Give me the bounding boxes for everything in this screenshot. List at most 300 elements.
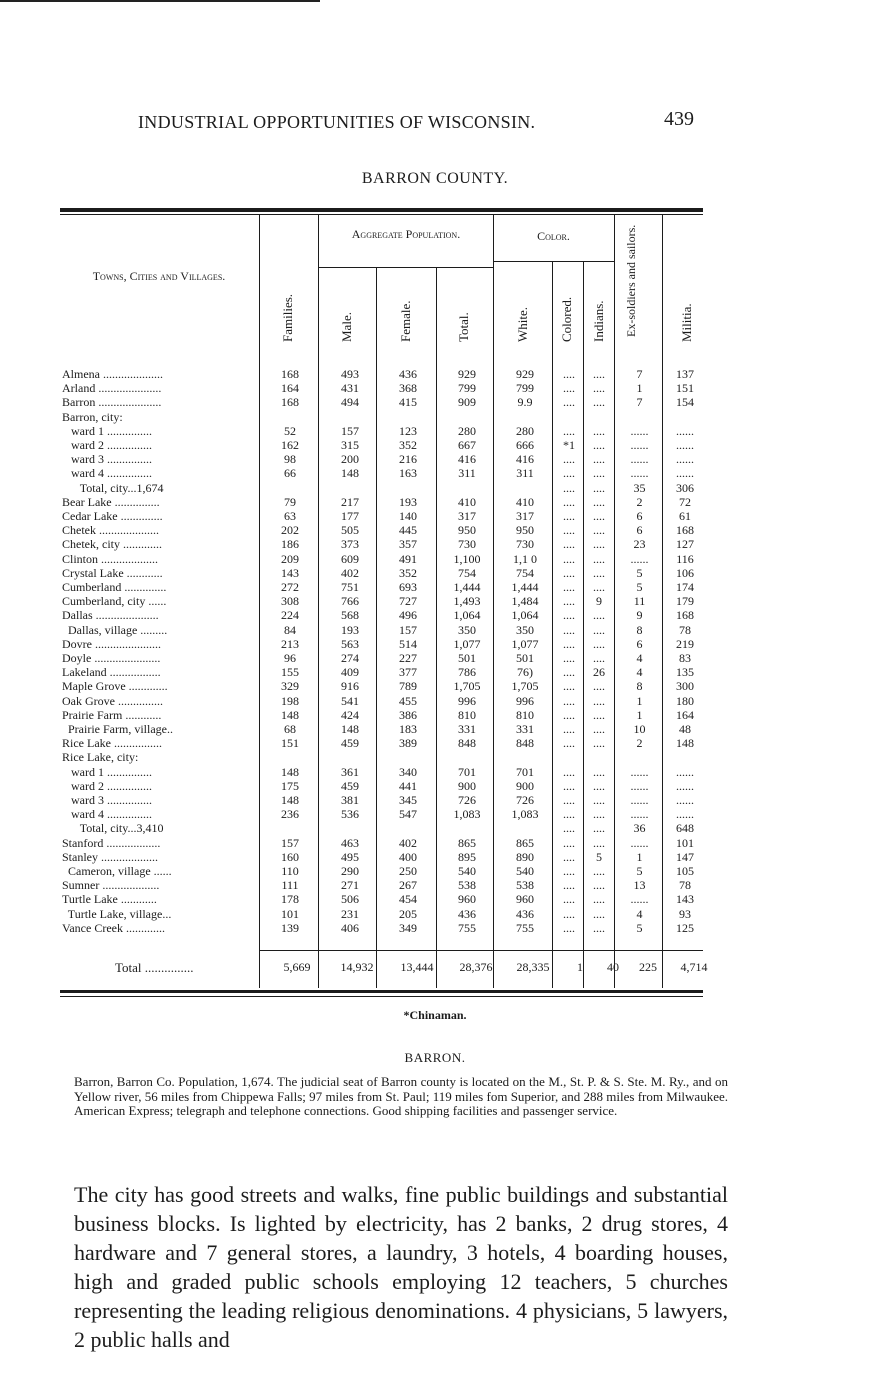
cell-white: 1,077 <box>511 636 539 651</box>
cell-total: 960 <box>458 892 476 907</box>
cell-female: 157 <box>399 622 417 637</box>
header-male: Male. <box>339 312 354 342</box>
cell-families: 84 <box>284 622 296 637</box>
row-name: Oak Grove ............... <box>62 693 163 708</box>
cell-families: 110 <box>281 864 299 878</box>
cell-female: 491 <box>399 551 417 566</box>
cell-families: 96 <box>284 651 296 665</box>
cell-white: 730 <box>516 537 534 552</box>
cell-female: 496 <box>399 608 417 623</box>
cell-exsoldiers: 2 <box>636 736 643 751</box>
cell-white: 996 <box>516 693 534 708</box>
row-name: Clinton ................... <box>62 551 159 566</box>
cell-indians: 9 <box>596 594 602 609</box>
cell-indians: .... <box>593 736 605 751</box>
cell-colored: .... <box>563 778 575 793</box>
cell-female: 183 <box>399 722 417 736</box>
cell-white: 317 <box>516 509 534 523</box>
cell-white: 1,064 <box>511 608 539 623</box>
header-white: White. <box>515 306 530 342</box>
cell-female: 377 <box>399 665 417 680</box>
cell-female: 340 <box>399 764 417 779</box>
total-families: 5,669 <box>283 960 311 974</box>
row-name: Vance Creek ............. <box>62 920 165 935</box>
cell-colored: .... <box>563 665 575 680</box>
table-row <box>0 553 870 565</box>
cell-male: 536 <box>341 807 359 822</box>
table-row <box>0 666 870 678</box>
cell-male: 459 <box>341 778 359 793</box>
cell-female: 123 <box>399 423 417 438</box>
row-name: Cumberland .............. <box>62 580 167 594</box>
cell-total: 317 <box>458 509 476 523</box>
cell-exsoldiers: 35 <box>633 480 646 495</box>
cell-female: 454 <box>399 892 417 907</box>
cell-militia: 93 <box>679 906 691 921</box>
cell-indians: .... <box>593 778 605 793</box>
cell-white: 799 <box>516 381 534 396</box>
table-row <box>0 908 870 920</box>
table-row <box>0 567 870 579</box>
cell-female: 352 <box>399 565 417 580</box>
cell-total: 950 <box>458 523 476 538</box>
cell-total: 865 <box>458 835 476 850</box>
cell-militia: 106 <box>676 565 694 580</box>
cell-female: 789 <box>399 679 417 694</box>
cell-militia: 48 <box>679 722 691 736</box>
cell-exsoldiers: ...... <box>630 778 649 793</box>
cell-female: 445 <box>399 523 417 538</box>
cell-male: 563 <box>341 636 359 651</box>
cell-militia: 143 <box>676 892 694 907</box>
cell-colored: .... <box>563 509 575 523</box>
cell-indians: 26 <box>593 665 605 680</box>
table-bottom-rule <box>60 990 703 993</box>
cell-families: 178 <box>281 892 299 907</box>
table-row <box>0 737 870 749</box>
cell-militia: 648 <box>676 821 694 836</box>
row-name: Total, city...3,410 <box>62 821 164 836</box>
cell-white: 865 <box>516 835 534 850</box>
cell-families: 148 <box>281 793 299 807</box>
cell-exsoldiers: 9 <box>636 608 643 623</box>
cell-families: 272 <box>281 580 299 594</box>
cell-exsoldiers: 4 <box>636 906 643 921</box>
cell-male: 424 <box>341 707 359 722</box>
footnote: *Chinaman. <box>403 1008 467 1022</box>
cell-total: 501 <box>458 651 476 665</box>
total-militia: 4,714 <box>680 960 708 974</box>
cell-male: 493 <box>341 367 359 381</box>
cell-female: 250 <box>399 864 417 878</box>
cell-male: 271 <box>341 878 359 893</box>
cell-male: 148 <box>341 722 359 736</box>
cell-militia: 164 <box>676 707 694 722</box>
cell-white: 331 <box>516 722 534 736</box>
cell-female: 727 <box>399 594 417 609</box>
cell-white: 890 <box>516 849 534 864</box>
cell-exsoldiers: 4 <box>636 651 643 665</box>
cell-total: 900 <box>458 778 476 793</box>
row-name: Lakeland ................. <box>62 665 161 680</box>
cell-female: 402 <box>399 835 417 850</box>
cell-militia: 219 <box>676 636 694 651</box>
cell-militia: ...... <box>676 423 694 438</box>
cell-colored: .... <box>563 608 575 623</box>
row-name: Doyle ...................... <box>62 651 161 665</box>
cell-colored: .... <box>563 835 575 850</box>
cell-indians: .... <box>593 466 605 481</box>
cell-male: 766 <box>341 594 359 609</box>
cell-indians: .... <box>593 864 605 878</box>
table-row <box>0 751 870 763</box>
cell-female: 163 <box>399 466 417 481</box>
cell-total: 1,064 <box>453 608 481 623</box>
header-exsoldiers: Ex-soldiers and sailors. <box>624 224 638 337</box>
cell-white: 9.9 <box>517 395 533 410</box>
cell-male: 494 <box>341 395 359 410</box>
cell-militia: 168 <box>676 523 694 538</box>
cell-indians: .... <box>593 551 605 566</box>
table-row <box>0 680 870 692</box>
cell-white: 501 <box>516 651 534 665</box>
cell-colored: .... <box>563 821 575 836</box>
table-row <box>0 538 870 550</box>
cell-male: 505 <box>341 523 359 538</box>
row-name: Cameron, village ...... <box>62 864 172 878</box>
cell-colored: .... <box>563 906 575 921</box>
cell-female: 441 <box>399 778 417 793</box>
header-color: Color. <box>537 229 570 243</box>
cell-colored: .... <box>563 423 575 438</box>
row-name: Dallas, village ......... <box>62 622 168 637</box>
cell-colored: .... <box>563 523 575 538</box>
row-name: Dallas ..................... <box>62 608 159 623</box>
top-edge-line <box>0 0 320 2</box>
cell-colored: .... <box>563 551 575 566</box>
cell-families: 160 <box>281 849 299 864</box>
cell-exsoldiers: ...... <box>630 892 649 907</box>
row-name: Almena .................... <box>62 367 163 381</box>
cell-white: 755 <box>516 920 534 935</box>
cell-white: 1,1 0 <box>513 551 537 566</box>
cell-exsoldiers: 1 <box>636 707 643 722</box>
row-name: Dovre ...................... <box>62 636 161 651</box>
row-name: Rice Lake ................ <box>62 736 162 751</box>
cell-male: 200 <box>341 452 359 467</box>
cell-colored: .... <box>563 622 575 637</box>
cell-female: 455 <box>399 693 417 708</box>
cell-militia: 61 <box>679 509 691 523</box>
cell-colored: .... <box>563 764 575 779</box>
table-row <box>0 865 870 877</box>
cell-indians: .... <box>593 622 605 637</box>
cell-exsoldiers: ...... <box>630 423 649 438</box>
cell-total: 538 <box>458 878 476 893</box>
row-name: Prairie Farm, village.. <box>62 722 173 736</box>
cell-total: 410 <box>458 494 476 509</box>
cell-militia: ...... <box>676 466 694 481</box>
table-row <box>0 837 870 849</box>
cell-male: 751 <box>341 580 359 594</box>
cell-white: 810 <box>516 707 534 722</box>
cell-total: 848 <box>458 736 476 751</box>
running-head: INDUSTRIAL OPPORTUNITIES OF WISCONSIN. <box>138 112 536 132</box>
cell-families: 168 <box>281 395 299 410</box>
cell-indians: .... <box>593 807 605 822</box>
cell-indians: .... <box>593 480 605 495</box>
cell-male: 406 <box>341 920 359 935</box>
cell-militia: 101 <box>676 835 694 850</box>
cell-white: 76) <box>517 665 533 680</box>
county-title: BARRON COUNTY. <box>361 170 509 187</box>
cell-families: 63 <box>284 509 296 523</box>
cell-militia: 180 <box>676 693 694 708</box>
table-row <box>0 425 870 437</box>
section-title: BARRON. <box>404 1050 466 1065</box>
cell-male: 541 <box>341 693 359 708</box>
cell-male: 459 <box>341 736 359 751</box>
header-families: Families. <box>280 293 295 342</box>
cell-indians: .... <box>593 906 605 921</box>
cell-male: 217 <box>341 494 359 509</box>
cell-indians: .... <box>593 509 605 523</box>
total-female: 13,444 <box>400 960 434 974</box>
cell-white: 410 <box>516 494 534 509</box>
row-name: Arland ..................... <box>62 381 162 396</box>
cell-exsoldiers: 1 <box>636 381 643 396</box>
cell-exsoldiers: 6 <box>636 636 643 651</box>
cell-male: 373 <box>341 537 359 552</box>
cell-militia: 105 <box>676 864 694 878</box>
cell-colored: .... <box>563 892 575 907</box>
cell-families: 143 <box>281 565 299 580</box>
table-row <box>0 524 870 536</box>
cell-indians: .... <box>593 395 605 410</box>
total-total: 28,376 <box>459 960 493 974</box>
cell-exsoldiers: 4 <box>636 665 643 680</box>
cell-families: 175 <box>281 778 299 793</box>
cell-white: 754 <box>516 565 534 580</box>
cell-female: 693 <box>399 580 417 594</box>
cell-female: 368 <box>399 381 417 396</box>
cell-families: 209 <box>281 551 299 566</box>
cell-total: 755 <box>458 920 476 935</box>
cell-militia: ...... <box>676 793 694 807</box>
cell-male: 274 <box>341 651 359 665</box>
cell-colored: .... <box>563 494 575 509</box>
cell-colored: .... <box>563 537 575 552</box>
table-row <box>0 467 870 479</box>
cell-total: 1,705 <box>453 679 481 694</box>
table-row <box>0 382 870 394</box>
cell-total: 786 <box>458 665 476 680</box>
cell-indians: 5 <box>596 849 602 864</box>
cell-indians: .... <box>593 494 605 509</box>
header-subrule <box>493 261 614 262</box>
cell-exsoldiers: 7 <box>636 395 643 410</box>
cell-total: 1,083 <box>453 807 481 822</box>
header-towns: Towns, Cities and Villages. <box>92 269 226 283</box>
cell-exsoldiers: 8 <box>636 622 643 637</box>
cell-white: 436 <box>516 906 534 921</box>
cell-exsoldiers: 5 <box>636 565 643 580</box>
cell-militia: 147 <box>676 849 694 864</box>
cell-white: 950 <box>516 523 534 538</box>
cell-female: 400 <box>399 849 417 864</box>
cell-indians: .... <box>593 878 605 893</box>
cell-militia: 154 <box>676 395 694 410</box>
cell-colored: .... <box>563 452 575 467</box>
table-row <box>0 396 870 408</box>
row-name: Total, city...1,674 <box>62 480 164 495</box>
cell-indians: .... <box>593 423 605 438</box>
cell-total: 1,100 <box>453 551 481 566</box>
cell-indians: .... <box>593 381 605 396</box>
cell-total: 929 <box>458 367 476 381</box>
row-name: ward 3 ............... <box>62 452 152 467</box>
cell-militia: ...... <box>676 764 694 779</box>
cell-colored: .... <box>563 679 575 694</box>
table-row <box>0 695 870 707</box>
cell-exsoldiers: ...... <box>630 551 649 566</box>
cell-families: 186 <box>281 537 299 552</box>
cell-total: 311 <box>458 466 476 481</box>
cell-male: 506 <box>341 892 359 907</box>
cell-colored: .... <box>563 395 575 410</box>
cell-female: 140 <box>399 509 417 523</box>
cell-indians: .... <box>593 835 605 850</box>
cell-colored: .... <box>563 722 575 736</box>
cell-militia: 174 <box>676 580 694 594</box>
cell-female: 514 <box>399 636 417 651</box>
paragraph-small: Barron, Barron Co. Population, 1,674. The judicial seat of Barron county is located on the M., St. P. & S. Ste. M. Ry., and on Yellow river, 56 miles from Chippewa Falls; 97 miles from St. Paul; 119 miles fom Superior, and 288 miles from Milwaukee. American Express; telegraph and telephone connections. Good shipping facilities and passenger service. <box>74 1074 728 1118</box>
table-row <box>0 808 870 820</box>
table-row <box>0 780 870 792</box>
cell-exsoldiers: 8 <box>636 679 643 694</box>
cell-female: 352 <box>399 438 417 452</box>
header-female: Female. <box>398 300 413 342</box>
cell-exsoldiers: ...... <box>630 764 649 779</box>
row-name: Rice Lake, city: <box>62 750 139 765</box>
total-indians: 40 <box>607 960 619 974</box>
row-name: Barron, city: <box>62 409 123 424</box>
cell-families: 79 <box>284 494 296 509</box>
cell-total: 730 <box>458 537 476 552</box>
cell-total: 436 <box>458 906 476 921</box>
cell-exsoldiers: ...... <box>630 807 649 822</box>
cell-indians: .... <box>593 608 605 623</box>
cell-total: 799 <box>458 381 476 396</box>
cell-male: 402 <box>341 565 359 580</box>
cell-white: 1,083 <box>511 807 539 822</box>
cell-militia: ...... <box>676 807 694 822</box>
cell-militia: 78 <box>679 622 691 637</box>
cell-indians: .... <box>593 679 605 694</box>
cell-male: 361 <box>341 764 359 779</box>
table-row <box>0 709 870 721</box>
cell-exsoldiers: ...... <box>630 835 649 850</box>
cell-female: 386 <box>399 707 417 722</box>
cell-colored: .... <box>563 580 575 594</box>
cell-colored: .... <box>563 920 575 935</box>
cell-female: 547 <box>399 807 417 822</box>
total-colored: 1 <box>577 960 583 974</box>
row-name: Sumner ................... <box>62 878 160 893</box>
paragraph-large: The city has good streets and walks, fine public buildings and substantial business blocks. Is lighted by electricity, has 2 banks, 2 drug stores, 4 hardware and 7 general stores, a laundry, 3 hotels, 4 boarding houses, high and graded public schools employing 12 teachers, 5 churches representing the leading religious denominations. 4 physicians, 5 lawyers, 2 public halls and <box>74 1182 728 1352</box>
row-name: ward 1 ............... <box>62 764 152 779</box>
cell-colored: .... <box>563 807 575 822</box>
cell-colored: .... <box>563 381 575 396</box>
cell-male: 381 <box>341 793 359 807</box>
header-indians: Indians. <box>591 300 606 342</box>
cell-indians: .... <box>593 722 605 736</box>
table-bottom-rule-thin <box>60 996 703 997</box>
table-row <box>0 496 870 508</box>
cell-families: 236 <box>281 807 299 822</box>
total-male: 14,932 <box>340 960 374 974</box>
cell-white: 540 <box>516 864 534 878</box>
cell-families: 68 <box>284 722 296 736</box>
cell-white: 311 <box>516 466 534 481</box>
cell-white: 350 <box>516 622 534 637</box>
table-top-rule <box>60 208 703 212</box>
row-name: Cedar Lake .............. <box>62 509 163 523</box>
cell-male: 193 <box>341 622 359 637</box>
cell-indians: .... <box>593 920 605 935</box>
table-top-rule-thin <box>60 214 703 215</box>
header-colored: Colored. <box>559 296 574 342</box>
cell-male: 409 <box>341 665 359 680</box>
cell-militia: 127 <box>676 537 694 552</box>
cell-exsoldiers: 5 <box>636 580 643 594</box>
cell-white: 701 <box>516 764 534 779</box>
cell-militia: 72 <box>679 494 691 509</box>
table-row <box>0 893 870 905</box>
cell-militia: 116 <box>676 551 694 566</box>
cell-families: 151 <box>281 736 299 751</box>
table-row <box>0 581 870 593</box>
table-row <box>0 822 870 834</box>
cell-families: 168 <box>281 367 299 381</box>
total-row <box>0 961 870 973</box>
cell-families: 101 <box>281 906 299 921</box>
cell-families: 98 <box>284 452 296 467</box>
cell-total: 350 <box>458 622 476 637</box>
cell-colored: .... <box>563 466 575 481</box>
cell-total: 895 <box>458 849 476 864</box>
cell-colored: .... <box>563 565 575 580</box>
cell-militia: 78 <box>679 878 691 893</box>
cell-white: 900 <box>516 778 534 793</box>
row-name: Turtle Lake, village... <box>62 906 172 921</box>
cell-militia: 179 <box>676 594 694 609</box>
cell-male: 315 <box>341 438 359 452</box>
cell-exsoldiers: 5 <box>636 864 643 878</box>
cell-white: 848 <box>516 736 534 751</box>
cell-colored: .... <box>563 480 575 495</box>
cell-indians: .... <box>593 523 605 538</box>
cell-colored: .... <box>563 864 575 878</box>
cell-families: 308 <box>281 594 299 609</box>
table-row <box>0 851 870 863</box>
cell-indians: .... <box>593 452 605 467</box>
cell-exsoldiers: 1 <box>636 849 643 864</box>
cell-total: 810 <box>458 707 476 722</box>
total-white: 28,335 <box>516 960 550 974</box>
total-rule <box>259 950 703 951</box>
cell-militia: 300 <box>676 679 694 694</box>
